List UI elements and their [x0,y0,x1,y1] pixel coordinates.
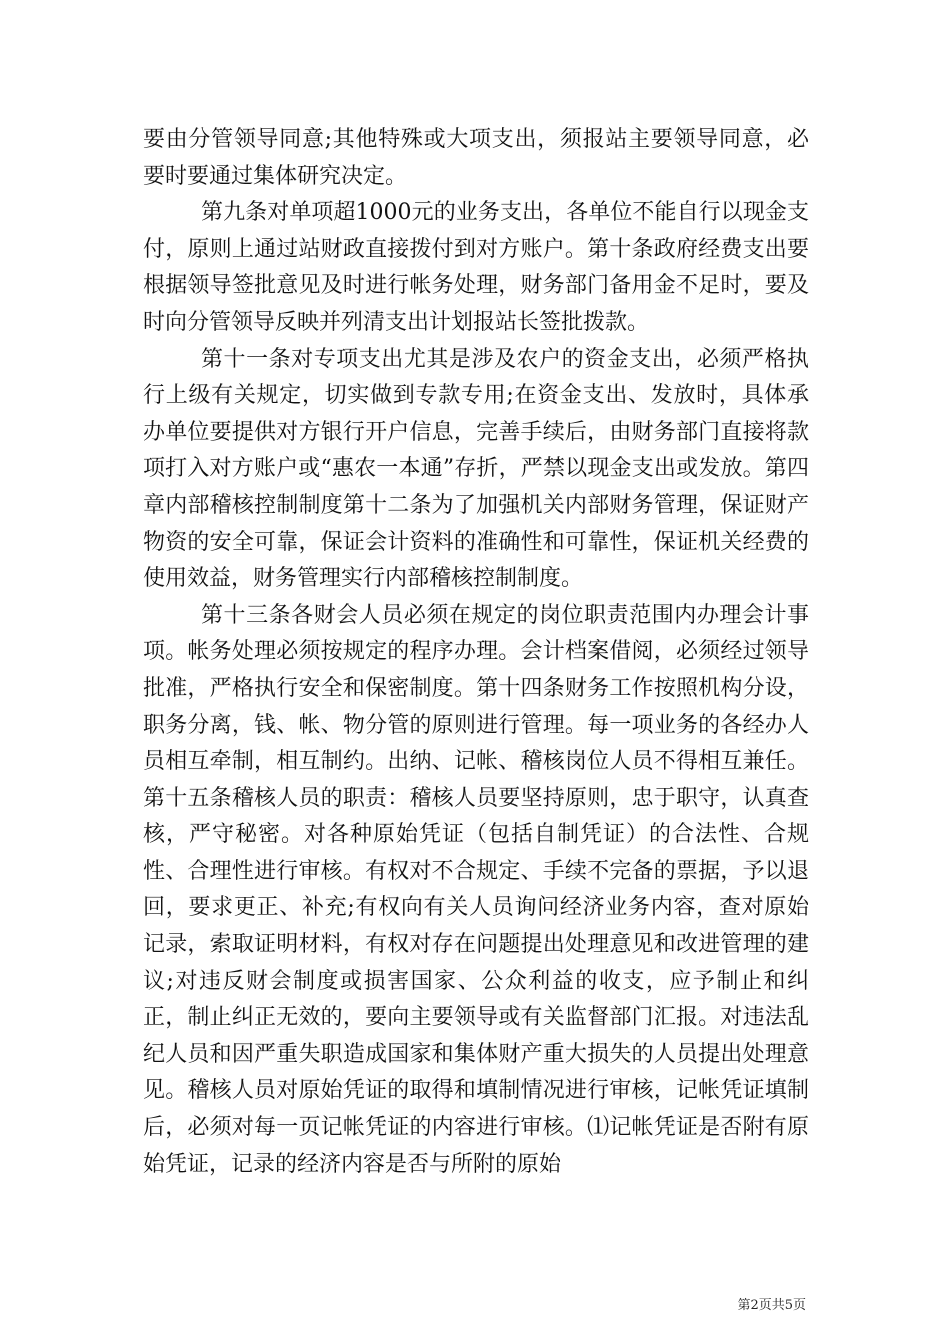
page-number: 第2页共5页 [737,1298,806,1313]
paragraph-4: 第十三条各财会人员必须在规定的岗位职责范围内办理会计事项。帐务处理必须按规定的程序办理。会计档案借阅，必须经过领导批准，严格执行安全和保密制度。第十四条财务工作按照机构分设，职务分离，钱、帐、物分管的原则进行管理。每一项业务的各经办人员相互牵制，相互制约。出纳、记帐、稽核岗位人员不得相互兼任。第十五条稽核人员的职责：稽核人员要坚持原则，忠于职守，认真查核，严守秘密。对各种原始凭证（包括自制凭证）的合法性、合规性、合理性进行审核。有权对不合规定、手续不完备的票据，予以退回，要求更正、补充;有权向有关人员询问经济业务内容，查对原始记录，索取证明材料，有权对存在问题提出处理意见和改进管理的建议;对违反财会制度或损害国家、公众利益的收支，应予制止和纠正，制止纠正无效的，要向主要领导或有关监督部门汇报。对违法乱纪人员和因严重失职造成国家和集体财产重大损失的人员提出处理意见。稽核人员对原始凭证的取得和填制情况进行审核，记帐凭证填制后，必须对每一页记帐凭证的内容进行审核。⑴记帐凭证是否附有原始凭证，记录的经济内容是否与所附的原始 [143,602,809,1177]
paragraph-3: 第十一条对专项支出尤其是涉及农户的资金支出，必须严格执行上级有关规定，切实做到专款专用;在资金支出、发放时，具体承办单位要提供对方银行开户信息，完善手续后，由财务部门直接将款项打入对方账户或“惠农一本通”存折，严禁以现金支出或发放。第四章内部稽核控制制度第十二条为了加强机关内部财务管理，保证财产物资的安全可靠，保证会计资料的准确性和可靠性，保证机关经费的使用效益，财务管理实行内部稽核控制制度。 [143,346,809,592]
document-body [143,122,809,1183]
paragraph-2: 第九条对单项超1000元的业务支出，各单位不能自行以现金支付，原则上通过站财政直接拨付到对方账户。第十条政府经费支出要根据领导签批意见及时进行帐务处理，财务部门备用金不足时，要及时向分管领导反映并列清支出计划报站长签批拨款。 [143,200,809,335]
paragraph-1: 要由分管领导同意;其他特殊或大项支出，须报站主要领导同意，必要时要通过集体研究决定。 [143,127,809,189]
